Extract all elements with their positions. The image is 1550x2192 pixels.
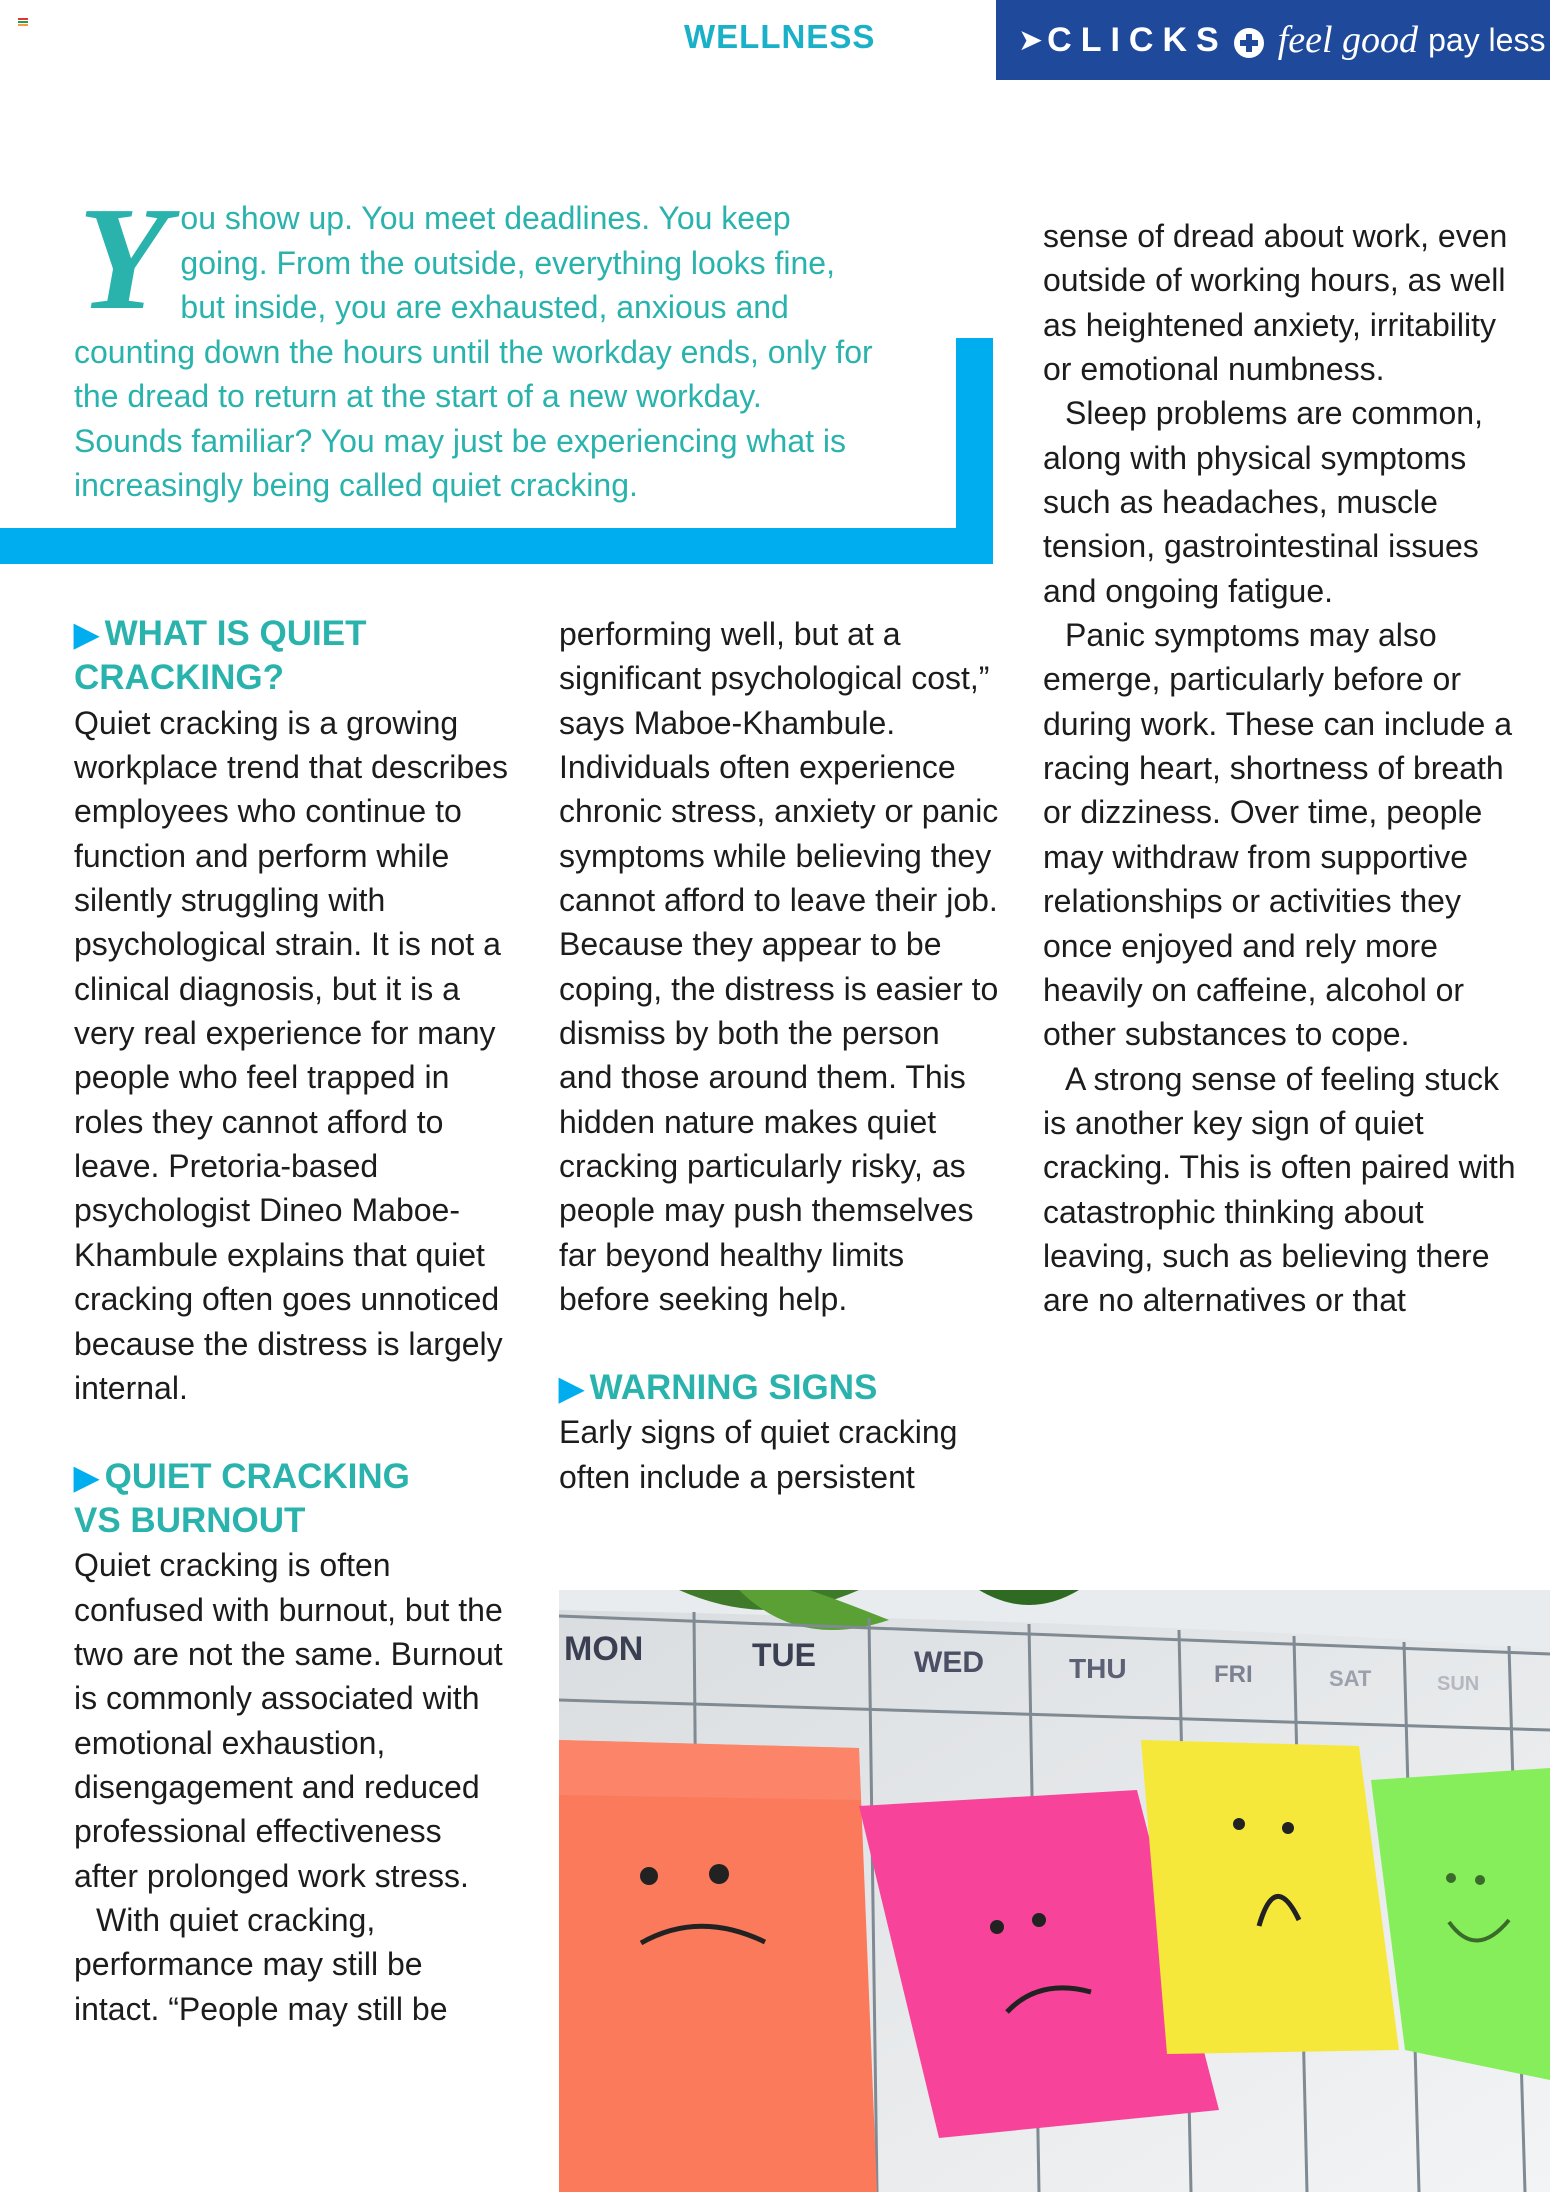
day-label: TUE [752, 1637, 816, 1673]
sticky-note-yellow [1141, 1740, 1399, 2054]
section-label: WELLNESS [684, 18, 876, 55]
brand-tagline: pay less [1428, 21, 1546, 58]
article-column-1 [74, 612, 514, 2031]
play-arrow-icon: ▶ [74, 1458, 99, 1495]
paragraph: A strong sense of feeling stuck is another key sign of quiet cracking. This is often paired with catastrophic thinking about leaving, such as believing there are no alternatives or that [1043, 1060, 1516, 1319]
paragraph: Quiet cracking is a growing workplace trend that describes employees who continue to function and perform while silently struggling with psychological strain. It is not a clinical diagnosis, but it is a very real experience for many people who feel trapped in roles they cannot afford to leave. Pretoria-based psychologist Dineo Maboe-Khambule explains that quiet cracking often goes unnoticed because the distress is largely internal. [74, 704, 508, 1406]
drop-cap: Y [78, 177, 169, 341]
day-label: MON [564, 1630, 644, 1668]
paragraph: Early signs of quiet cracking often include a persistent [559, 1414, 958, 1495]
paragraph: Quiet cracking is often confused with burnout, but the two are not the same. Burnout is commonly associated with emotional exhaustion, disengagement and reduced professional effectiveness after prolonged work stress. [74, 1547, 503, 1894]
heading-quiet-cracking-vs-burnout: ▶ QUIET CRACKING VS BURNOUT [74, 1456, 410, 1540]
brand-tagline-script: feel good [1277, 19, 1419, 61]
intro-standfirst [74, 177, 874, 508]
day-label: THU [1069, 1653, 1127, 1684]
day-label: SUN [1437, 1673, 1480, 1695]
sticky-note-orange [559, 1740, 877, 2192]
cross-icon [1234, 28, 1264, 58]
heading-what-is-quiet-cracking: ▶ WHAT IS QUIET CRACKING? [74, 614, 367, 698]
heading-warning-signs: ▶ WARNING SIGNS [559, 1367, 878, 1407]
article-column-3 [1043, 214, 1523, 1323]
calendar-sticky-notes-photo [559, 1590, 1550, 2192]
day-label: FRI [1214, 1661, 1253, 1688]
paragraph: performing well, but at a significant psychological cost,” says Maboe-Khambule. Individuals often experience chronic stress, anxiety or panic symptoms while believing they cannot afford to leave their job. Because they appear to be coping, the distress is easier to dismiss by both the person and those around them. This hidden nature makes quiet cracking particularly risky, as people may push themselves far beyond healthy limits before seeking help. [559, 616, 999, 1318]
play-arrow-icon: ▶ [559, 1369, 584, 1406]
bird-icon: ➤ [1018, 23, 1044, 57]
intro-frame-bottom [0, 528, 993, 564]
page-corner-mark [18, 18, 28, 26]
paragraph: sense of dread about work, even outside of working hours, as well as heightened anxiety, irritability or emotional numbness. [1043, 218, 1508, 388]
day-label: WED [914, 1646, 984, 1679]
paragraph: Panic symptoms may also emerge, particularly before or during work. These can include a racing heart, shortness of breath or dizziness. Over time, people may withdraw from supportive relationships or activities they once enjoyed and rely more heavily on caffeine, alcohol or other substances to cope. [1043, 617, 1513, 1053]
paragraph: Sleep problems are common, along with physical symptoms such as headaches, muscle tension, gastrointestinal issues and ongoing fatigue. [1043, 395, 1483, 609]
article-column-2 [559, 612, 999, 1499]
photo-illustration [559, 1590, 1550, 2192]
paragraph: With quiet cracking, performance may still be intact. “People may still be [74, 1901, 448, 2027]
brand-banner [996, 0, 1550, 80]
brand-logo: CLICKS [1047, 20, 1228, 59]
play-arrow-icon: ▶ [74, 616, 99, 652]
day-label: SAT [1329, 1666, 1372, 1691]
intro-body: ou show up. You meet deadlines. You keep going. From the outside, everything looks fine, but inside, you are exhausted, anxious and counting down the hours until the workday ends, only for the dread to return at the start of a new workday. Sounds familiar? You may just be experiencing what is increasingly being called quiet cracking. [74, 200, 873, 503]
